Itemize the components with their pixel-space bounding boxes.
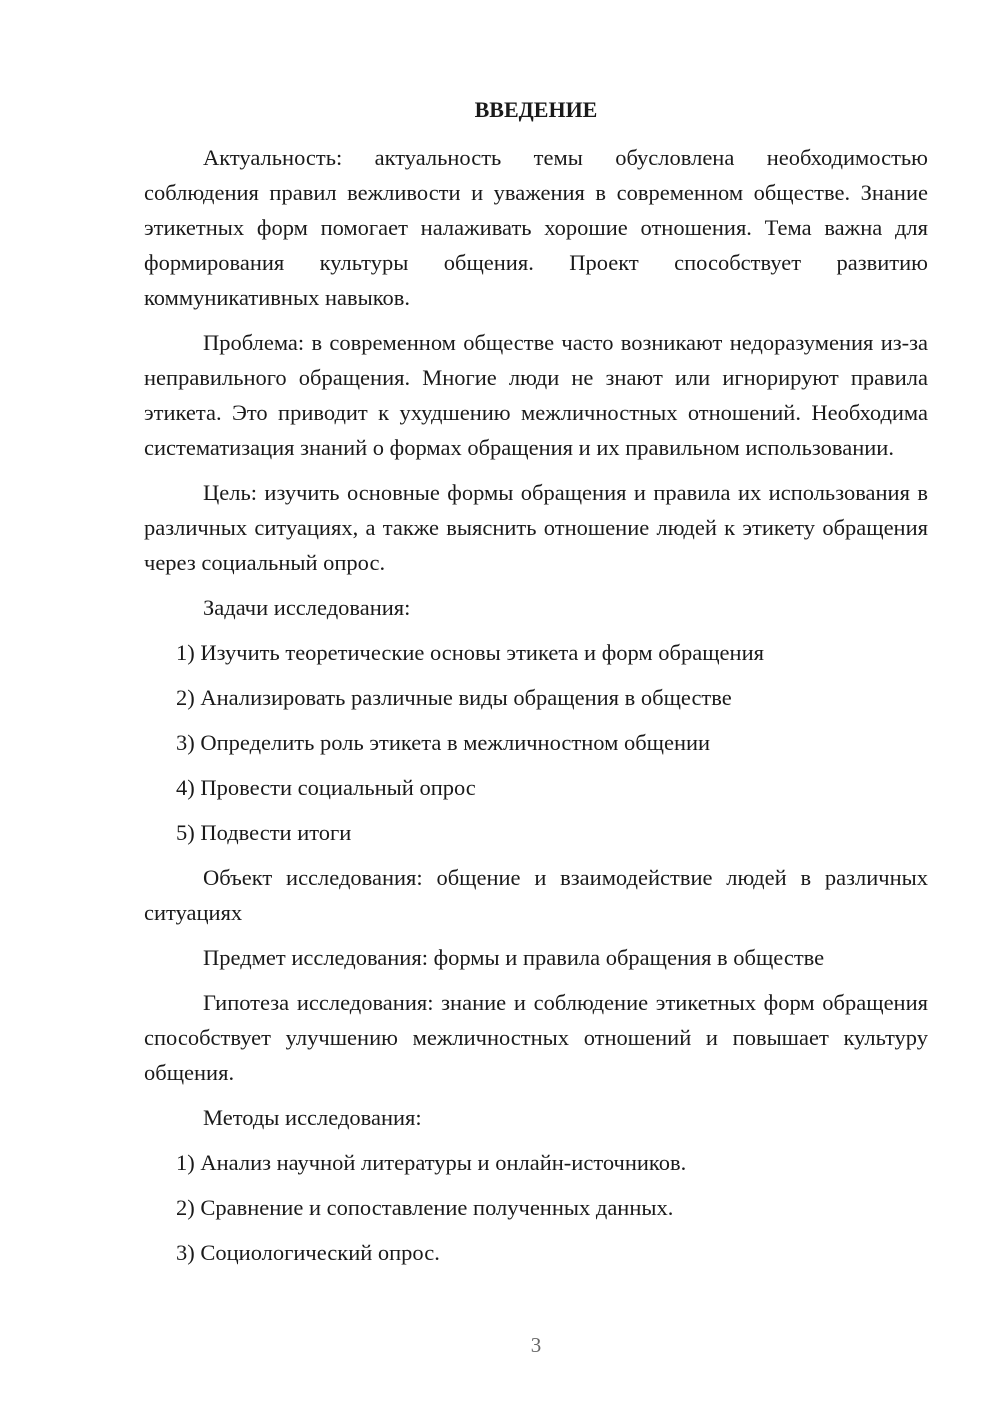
methods-list — [144, 1145, 928, 1270]
hypothesis-paragraph: Гипотеза исследования: знание и соблюдение этикетных форм обращения способствует улучшению межличностных отношений и повышает культуру общения. — [144, 990, 928, 1085]
list-item: 4) Провести социальный опрос — [176, 775, 476, 800]
list-item: 3) Социологический опрос. — [176, 1240, 440, 1265]
goal-paragraph: Цель: изучить основные формы обращения и правила их использования в различных ситуациях, а также выяснить отношение людей к этикету обращения через социальный опрос. — [144, 480, 928, 575]
problem-paragraph: Проблема: в современном обществе часто возникают недоразумения из-за неправильного обращения. Многие люди не знают или игнорируют правила этикета. Это приводит к ухудшению межличностных отношений. Необходима систематизация знаний о формах обращения и их правильном использовании. — [144, 330, 928, 460]
page-title: ВВЕДЕНИЕ — [474, 97, 598, 122]
methods-heading: Методы исследования: — [203, 1105, 422, 1130]
list-item: 1) Изучить теоретические основы этикета и форм обращения — [176, 640, 764, 665]
page-number: 3 — [530, 1333, 542, 1357]
list-item: 5) Подвести итоги — [176, 820, 352, 845]
relevance-paragraph: Актуальность: актуальность темы обусловлена необходимостью соблюдения правил вежливости и уважения в современном обществе. Знание этикетных форм помогает налаживать хорошие отношения. Тема важна для формирования культуры общения. Проект способствует развитию коммуникативных навыков. — [144, 145, 928, 310]
list-item: 2) Сравнение и сопоставление полученных данных. — [176, 1195, 674, 1220]
document-page — [144, 92, 928, 1280]
list-item: 3) Определить роль этикета в межличностном общении — [176, 730, 711, 755]
object-paragraph: Объект исследования: общение и взаимодействие людей в различных ситуациях — [144, 865, 928, 925]
list-item: 1) Анализ научной литературы и онлайн-источников. — [176, 1150, 687, 1175]
list-item: 2) Анализировать различные виды обращения в обществе — [176, 685, 732, 710]
tasks-heading: Задачи исследования: — [203, 595, 411, 620]
tasks-list — [144, 635, 928, 850]
subject-paragraph: Предмет исследования: формы и правила обращения в обществе — [203, 945, 825, 970]
